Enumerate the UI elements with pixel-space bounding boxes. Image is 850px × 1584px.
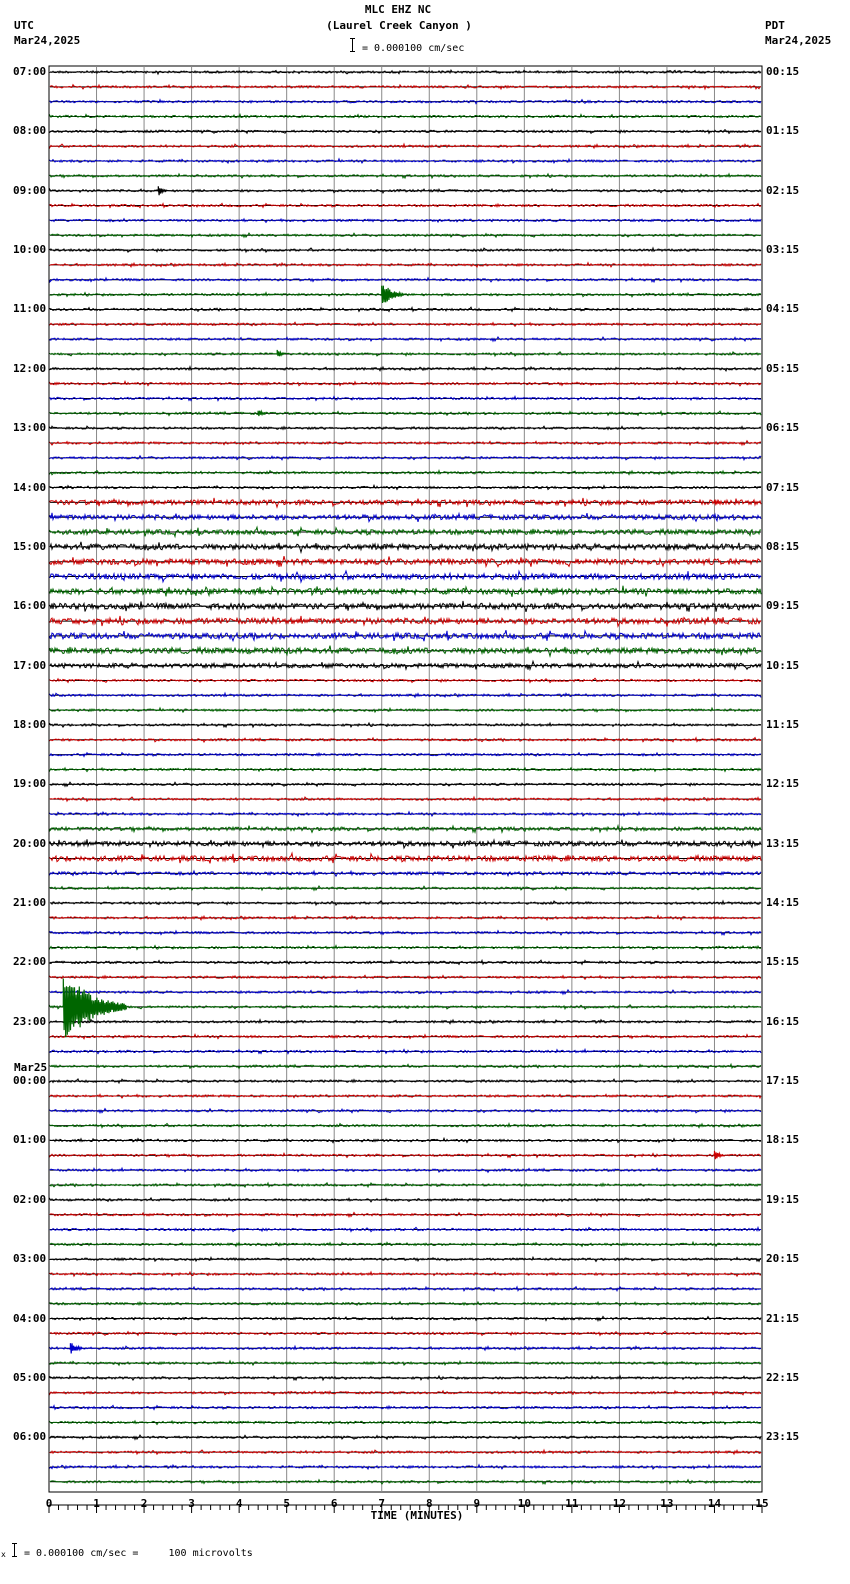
seismic-trace	[50, 1376, 761, 1380]
utc-hour-label: 20:00	[13, 836, 47, 850]
seismic-event	[382, 286, 404, 303]
seismic-trace	[50, 797, 761, 801]
x-axis-title: TIME (MINUTES)	[370, 1509, 464, 1522]
seismic-trace	[50, 693, 761, 697]
pdt-hour-label: 19:15	[766, 1192, 800, 1206]
x-tick-label: 2	[140, 1497, 148, 1510]
seismic-event	[63, 979, 126, 1038]
x-tick-label: 12	[612, 1497, 627, 1510]
scale-bar-icon	[352, 38, 353, 52]
date-change-label: Mar25	[14, 1061, 48, 1074]
seismic-trace	[50, 1435, 761, 1439]
x-tick-label: 7	[378, 1497, 386, 1510]
pdt-hour-label: 17:15	[766, 1074, 800, 1088]
utc-hour-label: 23:00	[13, 1014, 47, 1028]
utc-hour-label: 21:00	[13, 896, 47, 910]
pdt-hour-label: 23:15	[766, 1430, 800, 1444]
seismic-trace	[50, 1316, 761, 1320]
seismic-trace	[50, 826, 761, 833]
pdt-hour-label: 15:15	[766, 955, 800, 969]
seismic-trace	[50, 1227, 761, 1231]
seismic-trace	[50, 352, 761, 356]
seismic-event	[158, 186, 167, 195]
seismic-trace	[50, 1331, 761, 1335]
pdt-hour-label: 14:15	[766, 896, 800, 910]
seismic-event	[277, 350, 284, 356]
utc-hour-label: 00:00	[13, 1074, 47, 1088]
scale-text: = 0.000100 cm/sec	[362, 43, 465, 54]
pdt-hour-label: 20:15	[766, 1252, 800, 1266]
station-location: (Laurel Creek Canyon )	[326, 19, 472, 32]
seismic-trace	[50, 1346, 761, 1350]
seismic-trace	[50, 1183, 761, 1187]
utc-hour-label: 07:00	[13, 65, 47, 78]
seismic-trace	[50, 678, 761, 682]
pdt-hour-label: 12:15	[766, 777, 800, 791]
seismic-event	[258, 411, 265, 416]
utc-hour-label: 17:00	[13, 658, 47, 672]
pdt-hour-label: 01:15	[766, 124, 800, 138]
utc-hour-label: 08:00	[13, 124, 47, 138]
utc-hour-label: 04:00	[13, 1311, 47, 1325]
footer-scale-prefix: x	[1, 1550, 6, 1559]
x-tick-label: 6	[330, 1497, 338, 1510]
right-date: Mar24,2025	[765, 34, 832, 47]
x-tick-label: 5	[283, 1497, 290, 1510]
x-tick-label: 9	[473, 1497, 481, 1510]
seismic-trace	[50, 1109, 761, 1113]
seismic-trace	[50, 426, 761, 430]
seismic-trace	[50, 411, 761, 415]
seismic-trace	[50, 886, 761, 890]
seismic-trace	[50, 381, 761, 385]
pdt-hour-label: 04:15	[766, 302, 800, 316]
pdt-hour-label: 02:15	[766, 183, 800, 197]
utc-hour-label: 10:00	[13, 243, 47, 257]
footer-scale-bar-icon	[14, 1543, 15, 1557]
pdt-hour-label: 16:15	[766, 1014, 800, 1028]
pdt-hour-label: 03:15	[766, 243, 800, 257]
x-tick-label: 0	[45, 1497, 53, 1510]
x-tick-label: 14	[707, 1497, 722, 1510]
seismic-trace	[50, 174, 761, 178]
seismic-event	[715, 1151, 724, 1159]
pdt-hour-label: 05:15	[766, 361, 800, 375]
utc-hour-label: 03:00	[13, 1252, 47, 1266]
right-timezone: PDT	[765, 19, 785, 32]
x-tick-label: 3	[188, 1497, 195, 1510]
seismic-trace	[50, 901, 761, 905]
utc-hour-label: 12:00	[13, 361, 47, 375]
x-tick-label: 1	[93, 1497, 100, 1510]
seismic-trace	[50, 307, 761, 311]
seismic-trace	[50, 1287, 761, 1291]
seismic-trace	[50, 485, 761, 489]
x-tick-label: 13	[660, 1497, 674, 1510]
seismic-trace	[50, 646, 761, 657]
pdt-hour-label: 13:15	[766, 836, 800, 850]
x-tick-label: 10	[517, 1497, 531, 1510]
station-title: MLC EHZ NC	[364, 3, 432, 16]
seismic-trace	[50, 293, 761, 297]
seismic-trace	[50, 1302, 761, 1306]
left-timezone: UTC	[14, 19, 34, 32]
pdt-hour-label: 22:15	[766, 1370, 800, 1384]
x-tick-label: 8	[425, 1497, 433, 1510]
seismic-trace	[50, 853, 761, 863]
x-tick-label: 4	[235, 1497, 243, 1510]
seismic-trace	[50, 571, 761, 582]
pdt-hour-label: 10:15	[766, 658, 800, 672]
utc-hour-label: 18:00	[13, 717, 47, 731]
utc-hour-label: 02:00	[13, 1192, 47, 1206]
pdt-hour-label: 09:15	[766, 599, 800, 613]
left-date: Mar24,2025	[14, 34, 81, 47]
utc-hour-label: 05:00	[13, 1370, 47, 1384]
x-tick-label: 15	[755, 1497, 769, 1510]
utc-hour-label: 14:00	[13, 480, 47, 494]
seismic-trace	[50, 203, 761, 207]
utc-hour-label: 15:00	[13, 539, 47, 553]
seismic-trace	[50, 100, 761, 104]
utc-hour-label: 09:00	[13, 183, 47, 197]
seismic-trace	[50, 753, 761, 757]
utc-hour-label: 16:00	[13, 599, 47, 613]
pdt-hour-label: 00:15	[766, 65, 800, 78]
seismic-trace	[50, 322, 761, 326]
seismic-trace	[50, 1450, 761, 1454]
utc-hour-label: 19:00	[13, 777, 47, 791]
pdt-hour-label: 07:15	[766, 480, 800, 494]
utc-hour-label: 01:00	[13, 1133, 47, 1147]
pdt-hour-label: 18:15	[766, 1133, 800, 1147]
seismic-event	[70, 1343, 82, 1353]
seismic-trace	[50, 1213, 761, 1217]
utc-hour-label: 13:00	[13, 421, 47, 435]
pdt-hour-label: 11:15	[766, 717, 800, 731]
footer-scale-text: = 0.000100 cm/sec = 100 microvolts	[24, 1548, 253, 1559]
seismic-trace	[50, 1391, 761, 1395]
seismic-trace	[50, 839, 761, 848]
seismic-trace	[50, 782, 761, 786]
pdt-hour-label: 08:15	[766, 539, 800, 553]
x-tick-label: 11	[565, 1497, 579, 1510]
utc-hour-label: 06:00	[13, 1430, 47, 1444]
seismic-trace	[50, 960, 761, 964]
pdt-hour-label: 06:15	[766, 421, 800, 435]
seismic-trace	[50, 114, 761, 118]
utc-hour-label: 22:00	[13, 955, 47, 969]
seismic-trace	[50, 130, 761, 134]
pdt-hour-label: 21:15	[766, 1311, 800, 1325]
seismic-trace	[50, 931, 761, 935]
utc-hour-label: 11:00	[13, 302, 47, 316]
